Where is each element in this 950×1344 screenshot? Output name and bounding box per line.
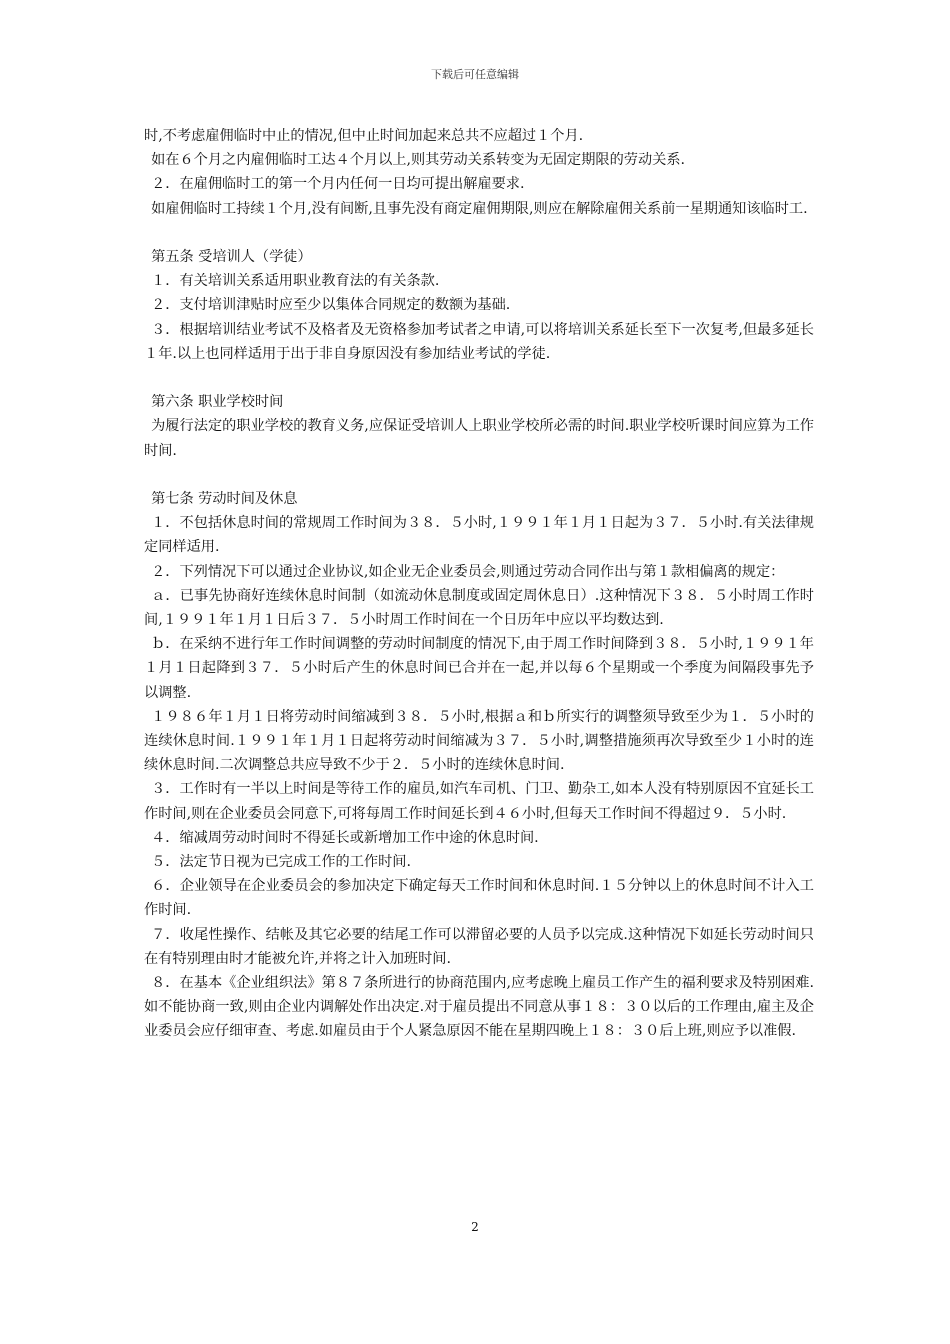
section-heading: 第六条 职业学校时间 <box>151 394 284 411</box>
section-heading: 第五条 受培训人（学徒） <box>151 249 312 265</box>
list-item: ７．收尾性操作、结帐及其它必要的结尾工作可以滞留必要的人员予以完成.这种情况下如延长劳动时间只在有特别理由时才能被允许,并将之计入加班时间. <box>144 926 814 967</box>
spacer <box>144 221 814 245</box>
paragraph: 为履行法定的职业学校的教育义务,应保证受培训人上职业学校所必需的时间.职业学校听课时间应算为工作时间. <box>144 418 814 459</box>
list-item: ４．缩减周劳动时间时不得延长或新增加工作中途的休息时间. <box>151 829 539 846</box>
list-item: ５．法定节日视为已完成工作的工作时间. <box>151 854 411 871</box>
paragraph: 如在６个月之内雇佣临时工达４个月以上,则其劳动关系转变为无固定期限的劳动关系. <box>151 152 686 169</box>
page-header: 下载后可任意编辑 <box>431 68 519 81</box>
list-item: ８．在基本《企业组织法》第８７条所进行的协商范围内,应考虑晚上雇员工作产生的福利要求及特别困难.如不能协商一致,则由企业内调解处作出决定.对于雇员提出不同意从事１８：３０以后的工作理由,雇主及企业委员会应仔细审查、考虑.如雇员由于个人紧急原因不能在星期四晚上１８：３０后上班,则应予以准假. <box>144 975 814 1040</box>
list-item: ２．在雇佣临时工的第一个月内任何一日均可提出解雇要求. <box>151 176 525 193</box>
list-item: ２．支付培训津贴时应至少以集体合同规定的数额为基础. <box>151 297 511 314</box>
section-heading: 第七条 劳动时间及休息 <box>151 491 298 507</box>
list-item: ３．工作时有一半以上时间是等待工作的雇员,如汽车司机、门卫、勤杂工,如本人没有特别原因不宜延长工作时间,则在企业委员会同意下,可将每周工作时间延长到４６小时,但每天工作时间不得超过９．５小时. <box>144 781 814 822</box>
paragraph: 时,不考虑雇佣临时中止的情况,但中止时间加起来总共不应超过１个月. <box>144 128 584 144</box>
list-item: １．有关培训关系适用职业教育法的有关条款. <box>151 273 440 290</box>
list-item: ａ．已事先协商好连续休息时间制（如流动休息制度或固定周休息日）.这种情况下３８．５小时周工作时间,１９９１年１月１日后３７．５小时周工作时间在一个日历年中应以平均数达到. <box>144 587 814 629</box>
list-item: ３．根据培训结业考试不及格者及无资格参加考试者之申请,可以将培训关系延长至下一次复考,但最多延长１年.以上也同样适用于出于非自身原因没有参加结业考试的学徒. <box>144 321 814 362</box>
paragraph: １９８６年１月１日将劳动时间缩减到３８．５小时,根据ａ和ｂ所实行的调整须导致至少为１．５小时的连续休息时间.１９９１年１月１日起将劳动时间缩减为３７．５小时,调整措施须再次导致至少１小时的连续休息时间.二次调整总共应导致不少于２．５小时的连续休息时间. <box>144 708 814 774</box>
list-item: ６．企业领导在企业委员会的参加决定下确定每天工作时间和休息时间.１５分钟以上的休息时间不计入工作时间. <box>144 878 814 919</box>
document-body <box>144 124 814 1044</box>
paragraph: 如雇佣临时工持续１个月,没有间断,且事先没有商定雇佣期限,则应在解除雇佣关系前一星期通知该临时工. <box>151 200 808 217</box>
list-item: ２．下列情况下可以通过企业协议,如企业无企业委员会,则通过劳动合同作出与第１款相偏离的规定： <box>151 563 785 580</box>
list-item: ｂ．在采纳不进行年工作时间调整的劳动时间制度的情况下,由于周工作时间降到３８．５小时,１９９１年１月１日起降到３７．５小时后产生的休息时间已合并在一起,并以每６个星期或一个季度为间隔段事先予以调整. <box>144 636 814 701</box>
list-item: １．不包括休息时间的常规周工作时间为３８．５小时,１９９１年１月１日起为３７．５小时.有关法律规定同样适用. <box>144 515 814 556</box>
spacer <box>144 463 814 487</box>
page-number: 2 <box>471 1220 479 1234</box>
spacer <box>144 366 814 390</box>
